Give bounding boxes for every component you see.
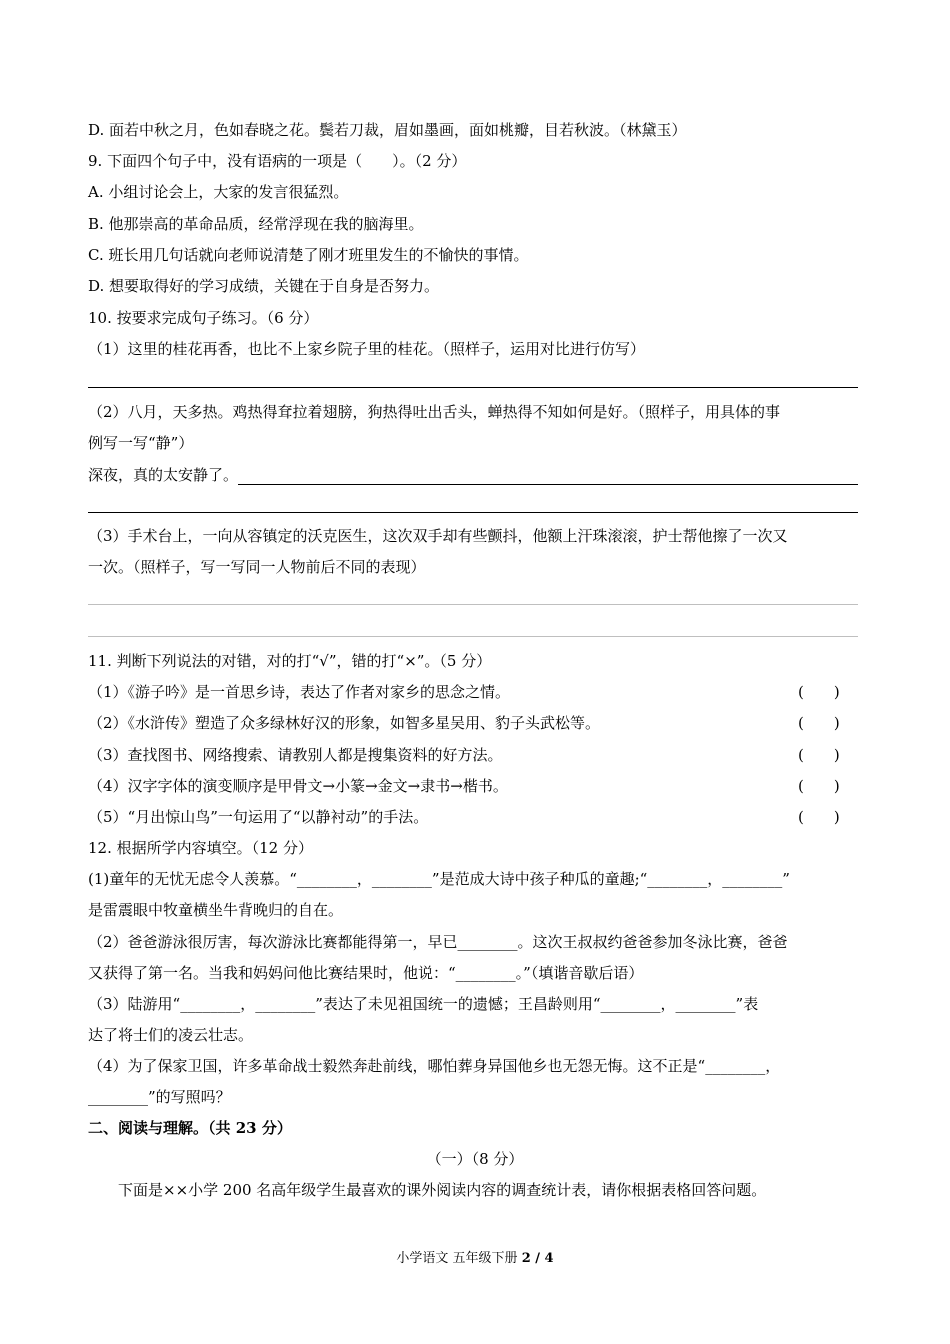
q9-option-a: A. 小组讨论会上，大家的发言很猛烈。	[88, 183, 349, 201]
q11-2: （2）《水浒传》塑造了众多绿林好汉的形象，如智多星吴用、豹子头武松等。	[88, 714, 601, 732]
q9-stem: 9. 下面四个句子中，没有语病的一项是（ ）。（2 分）	[88, 152, 467, 170]
answer-line	[88, 387, 858, 388]
q12-1-line1: (1)童年的无忧无虑令人羡慕。“________，________”是范成大诗中孩子种瓜的童趣;“________，________”	[88, 870, 790, 888]
q11-1: （1）《游子吟》是一首思乡诗，表达了作者对家乡的思念之情。	[88, 683, 511, 701]
answer-parens: ( )	[798, 683, 840, 701]
q12-4-line1: （4）为了保家卫国，许多革命战士毅然奔赴前线，哪怕葬身异国他乡也无怨无悔。这不正是“________，	[88, 1057, 781, 1075]
answer-parens: ( )	[798, 777, 840, 795]
q10-stem: 10. 按要求完成句子练习。（6 分）	[88, 309, 319, 327]
answer-parens: ( )	[798, 808, 840, 826]
section-2-heading: 二、阅读与理解。（共 23 分）	[88, 1119, 292, 1137]
q10-2-prompt: 深夜，真的太安静了。	[88, 466, 239, 484]
q11-5: （5）“月出惊山鸟”一句运用了“以静衬动”的手法。	[88, 808, 429, 826]
q10-3-line2: 一次。（照样子，写一写同一人物前后不同的表现）	[88, 558, 426, 576]
page-number: 2 / 4	[521, 1251, 554, 1266]
q12-1-line2: 是雷震眼中牧童横坐牛背晚归的自在。	[88, 901, 344, 919]
page-footer	[0, 1247, 950, 1266]
q10-2-line2: 例写一写“静”）	[88, 434, 194, 452]
q9-option-b: B. 他那崇高的革命品质，经常浮现在我的脑海里。	[88, 215, 424, 233]
q10-1: （1）这里的桂花再香，也比不上家乡院子里的桂花。（照样子，运用对比进行仿写）	[88, 340, 646, 358]
answer-parens: ( )	[798, 714, 840, 732]
answer-parens: ( )	[798, 746, 840, 764]
q12-2-line1: （2）爸爸游泳很厉害，每次游泳比赛都能得第一，早已________。这次王叔叔约爸爸参加冬泳比赛，爸爸	[88, 933, 788, 951]
q9-option-c: C. 班长用几句话就向老师说清楚了刚才班里发生的不愉快的事情。	[88, 246, 529, 264]
answer-line	[88, 512, 858, 513]
q8-option-d: D. 面若中秋之月，色如春晓之花。鬓若刀裁，眉如墨画，面如桃瓣，目若秋波。（林黛玉）	[88, 121, 687, 139]
reading-intro: 下面是××小学 200 名高年级学生最喜欢的课外阅读内容的调查统计表，请你根据表格回答问题。	[118, 1181, 767, 1199]
q11-4: （4）汉字字体的演变顺序是甲骨文→小篆→金文→隶书→楷书。	[88, 777, 508, 795]
q9-option-d: D. 想要取得好的学习成绩，关键在于自身是否努力。	[88, 277, 440, 295]
answer-line	[88, 636, 858, 637]
q12-3-line2: 达了将士们的凌云壮志。	[88, 1026, 254, 1044]
q12-3-line1: （3）陆游用“________，________”表达了未见祖国统一的遗憾；王昌龄则用“________，________”表	[88, 995, 759, 1013]
footer-text: 小学语文 五年级下册	[396, 1251, 522, 1266]
answer-blank	[238, 466, 858, 485]
q10-3-line1: （3）手术台上，一向从容镇定的沃克医生，这次双手却有些颤抖，他额上汗珠滚滚，护士帮他擦了一次又	[88, 527, 788, 545]
answer-line	[88, 604, 858, 605]
q11-stem: 11. 判断下列说法的对错，对的打“√”，错的打“×”。（5 分）	[88, 652, 492, 670]
q12-2-line2: 又获得了第一名。当我和妈妈问他比赛结果时，他说：“________。”（填谐音歇后语）	[88, 964, 644, 982]
q11-3: （3）查找图书、网络搜索、请教别人都是搜集资料的好方法。	[88, 746, 503, 764]
q10-2-line1: （2）八月，天多热。鸡热得耷拉着翅膀，狗热得吐出舌头，蝉热得不知如何是好。（照样子，用具体的事	[88, 403, 781, 421]
q12-4-line2: ________”的写照吗？	[88, 1088, 231, 1106]
q12-stem: 12. 根据所学内容填空。（12 分）	[88, 839, 313, 857]
q10-2-line3	[88, 465, 858, 485]
subsection-1-heading: （一）（8 分）	[426, 1150, 524, 1168]
